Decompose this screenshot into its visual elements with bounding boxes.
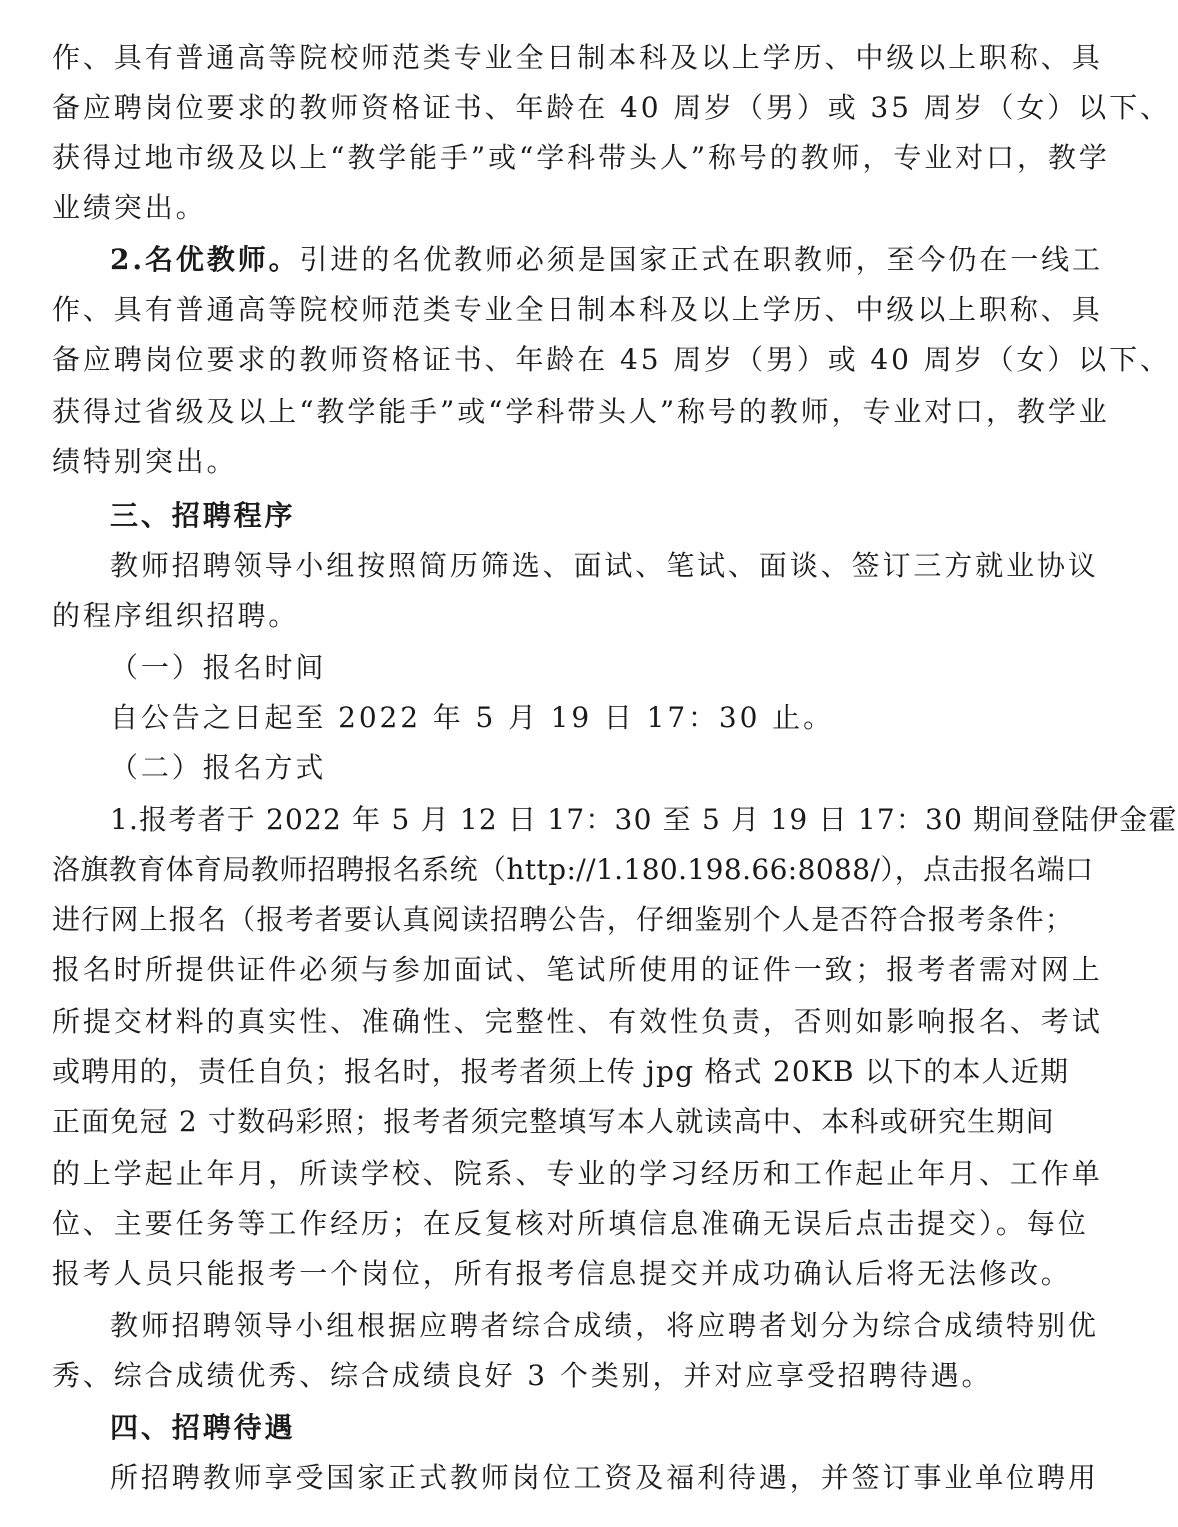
sub2-line-1: 1.报考者于 2022 年 5 月 12 日 17：30 至 5 月 19 日 17：30 期间登陆伊金霍 — [110, 803, 1178, 836]
sub2-line-8: 的上学起止年月，所读学校、院系、专业的学习经历和工作起止年月、工作单 — [52, 1157, 1103, 1190]
sub2-line-6: 或聘用的，责任自负；报名时，报考者须上传 jpg 格式 20KB 以下的本人近期 — [52, 1055, 1070, 1088]
sub2-line-7: 正面免冠 2 寸数码彩照；报考者须完整填写本人就读高中、本科或研究生期间 — [52, 1105, 1055, 1138]
sub2-line-5: 所提交材料的真实性、准确性、完整性、有效性负责，否则如影响报名、考试 — [52, 1005, 1103, 1038]
para-after-line-1: 教师招聘领导小组根据应聘者综合成绩，将应聘者划分为综合成绩特别优 — [110, 1309, 1099, 1342]
para2-line-2: 作、具有普通高等院校师范类专业全日制本科及以上学历、中级以上职称、具 — [52, 293, 1103, 326]
para1-line-1: 作、具有普通高等院校师范类专业全日制本科及以上学历、中级以上职称、具 — [52, 41, 1103, 74]
sub2-line-9: 位、主要任务等工作经历；在反复核对所填信息准确无误后点击提交）。每位 — [52, 1207, 1089, 1240]
para2-line-1 — [110, 238, 1103, 282]
para-after-line-2: 秀、综合成绩优秀、综合成绩良好 3 个类别，并对应享受招聘待遇。 — [52, 1359, 993, 1392]
sub2-heading: （二）报名方式 — [110, 751, 327, 784]
section3-line-1: 教师招聘领导小组按照简历筛选、面试、笔试、面谈、签订三方就业协议 — [110, 549, 1099, 582]
section3-heading: 三、招聘程序 — [110, 499, 296, 532]
para1-line-2: 备应聘岗位要求的教师资格证书、年龄在 40 周岁（男）或 35 周岁（女）以下、 — [52, 91, 1171, 124]
sub2-line-3: 进行网上报名（报考者要认真阅读招聘公告，仔细鉴别个人是否符合报考条件； — [52, 903, 1075, 936]
para1-line-3: 获得过地市级及以上“教学能手”或“学科带头人”称号的教师，专业对口，教学 — [52, 141, 1110, 174]
para2-lead: 2.名优教师。 — [110, 243, 300, 276]
para2-line-3: 备应聘岗位要求的教师资格证书、年龄在 45 周岁（男）或 40 周岁（女）以下、 — [52, 343, 1171, 376]
para1-line-4: 业绩突出。 — [52, 191, 207, 224]
sub1-line: 自公告之日起至 2022 年 5 月 19 日 17：30 止。 — [110, 701, 834, 734]
sub2-line-10: 报考人员只能报考一个岗位，所有报考信息提交并成功确认后将无法修改。 — [52, 1257, 1072, 1290]
sub2-line-2: 洛旗教育体育局教师招聘报名系统（http://1.180.198.66:8088/），点击报名端口 — [52, 853, 1094, 886]
para2-line-1-text: 引进的名优教师必须是国家正式在职教师，至今仍在一线工 — [299, 243, 1103, 276]
para2-line-5: 绩特别突出。 — [52, 445, 238, 478]
sub2-line-4: 报名时所提供证件必须与参加面试、笔试所使用的证件一致；报考者需对网上 — [52, 953, 1103, 986]
section4-line-1: 所招聘教师享受国家正式教师岗位工资及福利待遇，并签订事业单位聘用 — [110, 1461, 1099, 1494]
section3-line-2: 的程序组织招聘。 — [52, 599, 300, 632]
section4-heading: 四、招聘待遇 — [110, 1411, 296, 1444]
para2-line-4: 获得过省级及以上“教学能手”或“学科带头人”称号的教师，专业对口，教学业 — [52, 395, 1110, 428]
sub1-heading: （一）报名时间 — [110, 651, 327, 684]
